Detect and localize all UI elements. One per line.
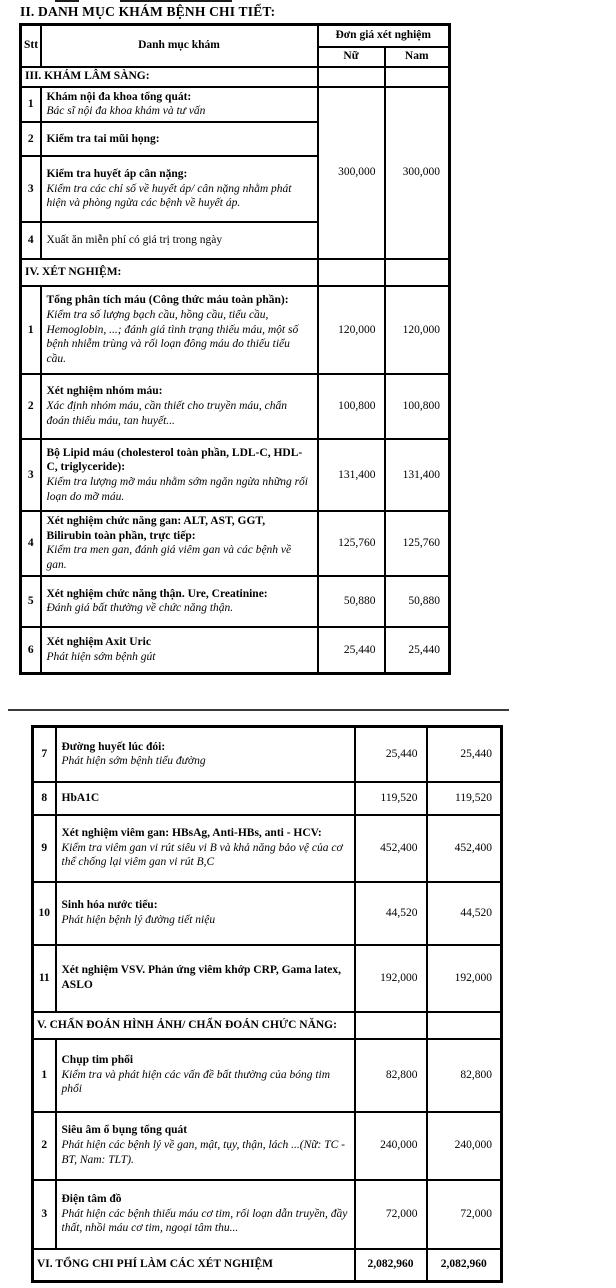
section-label: V. CHẨN ĐOÁN HÌNH ẢNH/ CHẨN ĐOÁN CHỨC NĂNG: bbox=[33, 1012, 355, 1039]
row-number: 2 bbox=[33, 1112, 56, 1180]
scan-artifact bbox=[120, 0, 232, 2]
price-female: 25,440 bbox=[355, 727, 427, 782]
exam-subtitle: Kiểm tra số lượng bạch cầu, hồng cầu, tiểu cầu, Hemoglobin, ...; đánh giá tình trạng thiếu máu, một số bệnh nhiễm trùng và rối loạn đông máu do thiếu tiểu cầu. bbox=[46, 308, 299, 366]
exam-description bbox=[41, 627, 318, 674]
price-male: 50,880 bbox=[385, 576, 450, 627]
exam-description bbox=[41, 87, 318, 122]
exam-description bbox=[56, 782, 355, 815]
exam-title: Tổng phân tích máu (Công thức máu toàn phần): bbox=[46, 294, 289, 307]
scan-artifact bbox=[55, 0, 79, 2]
table-row bbox=[33, 727, 502, 782]
row-number: 4 bbox=[21, 511, 41, 576]
header-female: Nữ bbox=[318, 47, 385, 67]
row-number: 7 bbox=[33, 727, 56, 782]
exam-subtitle: Kiểm tra các chỉ số về huyết áp/ cân nặng nhằm phát hiện và phòng ngừa các bệnh về huyết áp. bbox=[46, 182, 292, 210]
price-male: 125,760 bbox=[385, 511, 450, 576]
row-number: 2 bbox=[21, 122, 41, 156]
exam-subtitle: Kiểm tra men gan, đánh giá viêm gan và các bệnh về gan. bbox=[46, 544, 292, 572]
row-number: 11 bbox=[33, 945, 56, 1012]
table-row bbox=[33, 1112, 502, 1180]
price-female: 50,880 bbox=[318, 576, 385, 627]
section-row bbox=[33, 1012, 502, 1039]
exam-description bbox=[41, 122, 318, 156]
row-number: 9 bbox=[33, 815, 56, 882]
page-separator bbox=[8, 709, 509, 711]
exam-price-table-page1 bbox=[19, 23, 451, 675]
exam-subtitle: Phát hiện các bệnh thiếu máu cơ tim, rối loạn dẫn truyền, đầy thất, nhồi máu cơ tim, ngoại tâm thu... bbox=[61, 1207, 348, 1235]
price-male: 100,800 bbox=[385, 374, 450, 439]
price-male: 44,520 bbox=[427, 882, 502, 945]
total-row bbox=[33, 1249, 502, 1282]
exam-title: Khám nội đa khoa tổng quát: bbox=[46, 90, 192, 103]
exam-description bbox=[41, 374, 318, 439]
price-male: 240,000 bbox=[427, 1112, 502, 1180]
section-row bbox=[21, 259, 450, 286]
price-male: 72,000 bbox=[427, 1180, 502, 1249]
exam-description bbox=[56, 1112, 355, 1180]
table-row bbox=[33, 782, 502, 815]
exam-title: Sinh hóa nước tiểu: bbox=[61, 899, 158, 912]
header-male: Nam bbox=[385, 47, 450, 67]
price-female: 131,400 bbox=[318, 439, 385, 511]
section-label: IV. XÉT NGHIỆM: bbox=[21, 259, 318, 286]
table-row bbox=[21, 511, 450, 576]
exam-subtitle: Đánh giá bất thường về chức năng thận. bbox=[46, 602, 234, 615]
row-number: 8 bbox=[33, 782, 56, 815]
header-category: Danh mục khám bbox=[41, 25, 318, 67]
header-price-group: Đơn giá xét nghiệm bbox=[318, 25, 450, 47]
exam-title: Bộ Lipid máu (cholesterol toàn phần, LDL-C, HDL-C, triglyceride): bbox=[46, 446, 303, 474]
exam-description bbox=[41, 439, 318, 511]
price-female: 119,520 bbox=[355, 782, 427, 815]
exam-subtitle: Xác định nhóm máu, cần thiết cho truyền máu, chẩn đoán thiếu máu, tan huyết... bbox=[46, 400, 287, 427]
section-row bbox=[21, 67, 450, 87]
table-row bbox=[21, 439, 450, 511]
document-section-title: II. DANH MỤC KHÁM BỆNH CHI TIẾT: bbox=[20, 4, 276, 19]
exam-description bbox=[41, 576, 318, 627]
exam-title: Xét nghiệm VSV. Phản ứng viêm khớp CRP, Gama latex, ASLO bbox=[61, 964, 342, 991]
exam-title: HbA1C bbox=[61, 791, 100, 804]
row-number: 2 bbox=[21, 374, 41, 439]
row-number: 3 bbox=[21, 156, 41, 222]
exam-description bbox=[56, 882, 355, 945]
section-label: III. KHÁM LÂM SÀNG: bbox=[21, 67, 318, 87]
price-male: 131,400 bbox=[385, 439, 450, 511]
exam-description bbox=[56, 1039, 355, 1112]
exam-title: Kiểm tra huyết áp cân nặng: bbox=[46, 167, 188, 180]
table-row bbox=[21, 286, 450, 374]
exam-description bbox=[56, 727, 355, 782]
exam-title: Xuất ăn miễn phí có giá trị trong ngày bbox=[46, 234, 223, 247]
exam-description bbox=[56, 1180, 355, 1249]
exam-subtitle: Bác sĩ nội đa khoa khám và tư vấn bbox=[46, 105, 206, 118]
table-row bbox=[33, 1039, 502, 1112]
empty-price-female bbox=[355, 1012, 427, 1039]
exam-title: Xét nghiệm Axit Uric bbox=[46, 636, 151, 649]
exam-description bbox=[56, 815, 355, 882]
table-row bbox=[21, 576, 450, 627]
price-male: 120,000 bbox=[385, 286, 450, 374]
price-female: 44,520 bbox=[355, 882, 427, 945]
price-female: 125,760 bbox=[318, 511, 385, 576]
table-row bbox=[33, 1180, 502, 1249]
table-row bbox=[21, 374, 450, 439]
price-female: 120,000 bbox=[318, 286, 385, 374]
exam-subtitle: Phát hiện sớm bệnh gút bbox=[46, 651, 156, 664]
exam-title: Xét nghiệm nhóm máu: bbox=[46, 385, 163, 398]
exam-subtitle: Kiểm tra viêm gan vi rút siêu vi B và khả năng bảo vệ của cơ thể chống lại viêm gan vi rút B,C bbox=[61, 841, 343, 869]
price-male: 25,440 bbox=[385, 627, 450, 674]
price-male: 82,800 bbox=[427, 1039, 502, 1112]
exam-description bbox=[41, 156, 318, 222]
exam-description bbox=[56, 945, 355, 1012]
price-male: 300,000 bbox=[385, 87, 450, 259]
table-row bbox=[33, 945, 502, 1012]
price-female: 82,800 bbox=[355, 1039, 427, 1112]
exam-title: Chụp tim phổi bbox=[61, 1053, 134, 1066]
exam-subtitle: Kiểm tra lượng mỡ máu nhằm sớm ngăn ngừa những rối loạn do mỡ máu. bbox=[46, 475, 308, 503]
empty-price-male bbox=[385, 259, 450, 286]
price-female: 452,400 bbox=[355, 815, 427, 882]
exam-title: Xét nghiệm viêm gan: HBsAg, Anti-HBs, anti - HCV: bbox=[61, 826, 322, 839]
exam-title: Đường huyết lúc đói: bbox=[61, 740, 166, 753]
total-price-female: 2,082,960 bbox=[355, 1249, 427, 1282]
price-male: 192,000 bbox=[427, 945, 502, 1012]
total-label: VI. TỔNG CHI PHÍ LÀM CÁC XÉT NGHIỆM bbox=[33, 1249, 355, 1282]
price-male: 452,400 bbox=[427, 815, 502, 882]
price-female: 100,800 bbox=[318, 374, 385, 439]
exam-description bbox=[41, 222, 318, 259]
exam-title: Siêu âm ổ bụng tổng quát bbox=[61, 1124, 188, 1137]
exam-description bbox=[41, 511, 318, 576]
table-row bbox=[33, 815, 502, 882]
table-row bbox=[33, 882, 502, 945]
price-female: 240,000 bbox=[355, 1112, 427, 1180]
row-number: 1 bbox=[21, 87, 41, 122]
exam-title: Xét nghiệm chức năng gan: ALT, AST, GGT, Bilirubin toàn phần, trực tiếp: bbox=[46, 515, 266, 542]
row-number: 1 bbox=[21, 286, 41, 374]
exam-description bbox=[41, 286, 318, 374]
header-stt: Stt bbox=[21, 25, 41, 67]
exam-title: Điện tâm đồ bbox=[61, 1192, 122, 1205]
total-price-male: 2,082,960 bbox=[427, 1249, 502, 1282]
exam-subtitle: Phát hiện bệnh lý đường tiết niệu bbox=[61, 914, 216, 926]
table-row bbox=[21, 627, 450, 674]
exam-subtitle: Phát hiện các bệnh lý về gan, mật, tụy, thận, lách ...(Nữ: TC -BT, Nam: TLT). bbox=[61, 1139, 345, 1166]
row-number: 3 bbox=[33, 1180, 56, 1249]
table-header-row bbox=[21, 25, 450, 47]
empty-price-male bbox=[385, 67, 450, 87]
row-number: 3 bbox=[21, 439, 41, 511]
empty-price-male bbox=[427, 1012, 502, 1039]
table-row bbox=[21, 87, 450, 122]
row-number: 4 bbox=[21, 222, 41, 259]
exam-subtitle: Kiểm tra và phát hiện các vấn đề bất thường của bóng tim phổi bbox=[61, 1068, 331, 1096]
empty-price-female bbox=[318, 67, 385, 87]
price-male: 119,520 bbox=[427, 782, 502, 815]
price-female: 300,000 bbox=[318, 87, 385, 259]
row-number: 6 bbox=[21, 627, 41, 674]
price-female: 192,000 bbox=[355, 945, 427, 1012]
exam-price-table-page2 bbox=[31, 725, 503, 1283]
exam-title: Kiểm tra tai mũi họng: bbox=[46, 132, 160, 145]
price-female: 25,440 bbox=[318, 627, 385, 674]
exam-title: Xét nghiệm chức năng thận. Ure, Creatinine: bbox=[46, 587, 268, 600]
exam-subtitle: Phát hiện sớm bệnh tiểu đường bbox=[61, 755, 206, 768]
row-number: 1 bbox=[33, 1039, 56, 1112]
row-number: 10 bbox=[33, 882, 56, 945]
price-male: 25,440 bbox=[427, 727, 502, 782]
empty-price-female bbox=[318, 259, 385, 286]
price-female: 72,000 bbox=[355, 1180, 427, 1249]
row-number: 5 bbox=[21, 576, 41, 627]
